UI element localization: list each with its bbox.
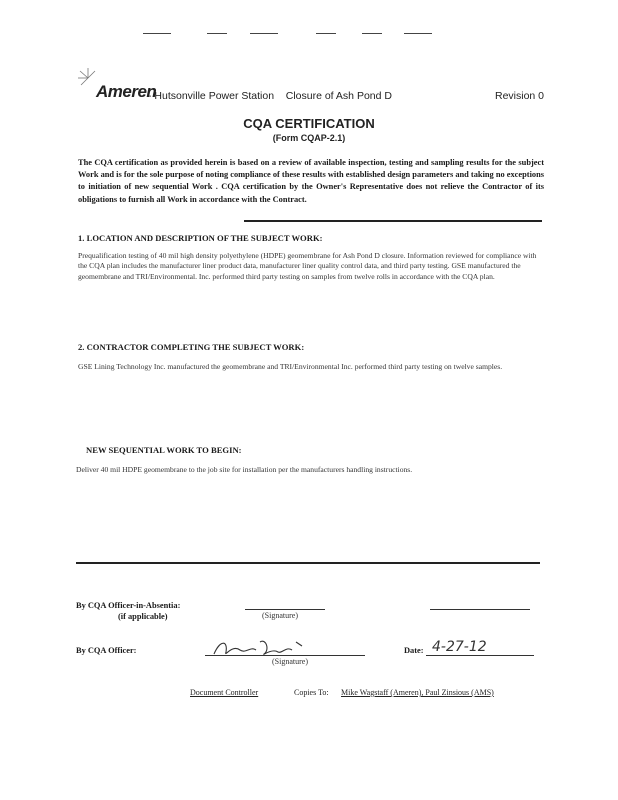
date-line [426, 655, 534, 656]
intro-paragraph: The CQA certification as provided herein is based on a review of available inspection, testing and sampling results for the subject Work and is for the sole purpose of noting compliance of these results with established design parameters and taking no exceptions to initiation of new sequential Work . CQA certification by the Owner's Representative does not relieve the Contractor of its obligations to furnish all Work in accordance with the Contract. [78, 158, 544, 204]
page-title: CQA CERTIFICATION [243, 116, 375, 131]
section2-text: GSE Lining Technology Inc. manufactured the geomembrane and TRI/Environmental Inc. performed third party testing on twelve samples. [78, 362, 503, 371]
date-value: 4-27-12 [432, 639, 487, 655]
absentia-label: By CQA Officer-in-Absentia: [76, 601, 181, 610]
copies-label: Copies To: [294, 688, 329, 697]
scan-mark-5 [362, 33, 382, 34]
header-station: - Hutsonville Power Station Closure of Ash Pond D [148, 90, 392, 102]
copies-value: Mike Wagstaff (Ameren), Paul Zinsious (AMS) [341, 688, 494, 697]
divider-top [244, 220, 542, 222]
absentia-date-line [430, 609, 530, 610]
section1-heading: 1. LOCATION AND DESCRIPTION OF THE SUBJECT WORK: [78, 233, 323, 243]
company-logo: Ameren [96, 82, 157, 101]
scan-mark-1 [143, 33, 171, 34]
section3-text: Deliver 40 mil HDPE geomembrane to the job site for installation per the manufacturers handling instructions. [76, 465, 413, 474]
section2-heading: 2. CONTRACTOR COMPLETING THE SUBJECT WORK: [78, 342, 305, 352]
officer-signature-caption: (Signature) [272, 657, 308, 666]
revision-label: Revision 0 [495, 90, 545, 102]
scan-mark-4 [316, 33, 336, 34]
section3-heading: NEW SEQUENTIAL WORK TO BEGIN: [86, 445, 242, 455]
absentia-signature-line [245, 609, 325, 610]
date-label: Date: [404, 646, 424, 655]
officer-label: By CQA Officer: [76, 646, 137, 655]
absentia-note: (if applicable) [118, 612, 168, 621]
form-number: (Form CQAP-2.1) [272, 133, 346, 143]
document-controller: Document Controller [190, 688, 259, 697]
absentia-signature-caption: (Signature) [262, 611, 298, 620]
header-project: Closure of Ash Pond D [285, 90, 392, 102]
section1-text: Prequalification testing of 40 mil high density polyethylene (HDPE) geomembrane for Ash Pond D closure. Information reviewed for compliance with the CQA plan includes the manufacturer liner product data, manufacturer liner quality control data, and third party testing. GSE manufactured the geomembrane and TRI/Environmental. Inc. performed third party testing on samples from twelve rolls in accordance with the CQA plan. [78, 251, 537, 281]
officer-signature-line [205, 655, 365, 656]
scan-mark-3 [250, 33, 278, 34]
scan-mark-2 [207, 33, 227, 34]
divider-bottom [76, 562, 540, 564]
scan-mark-6 [404, 33, 432, 34]
